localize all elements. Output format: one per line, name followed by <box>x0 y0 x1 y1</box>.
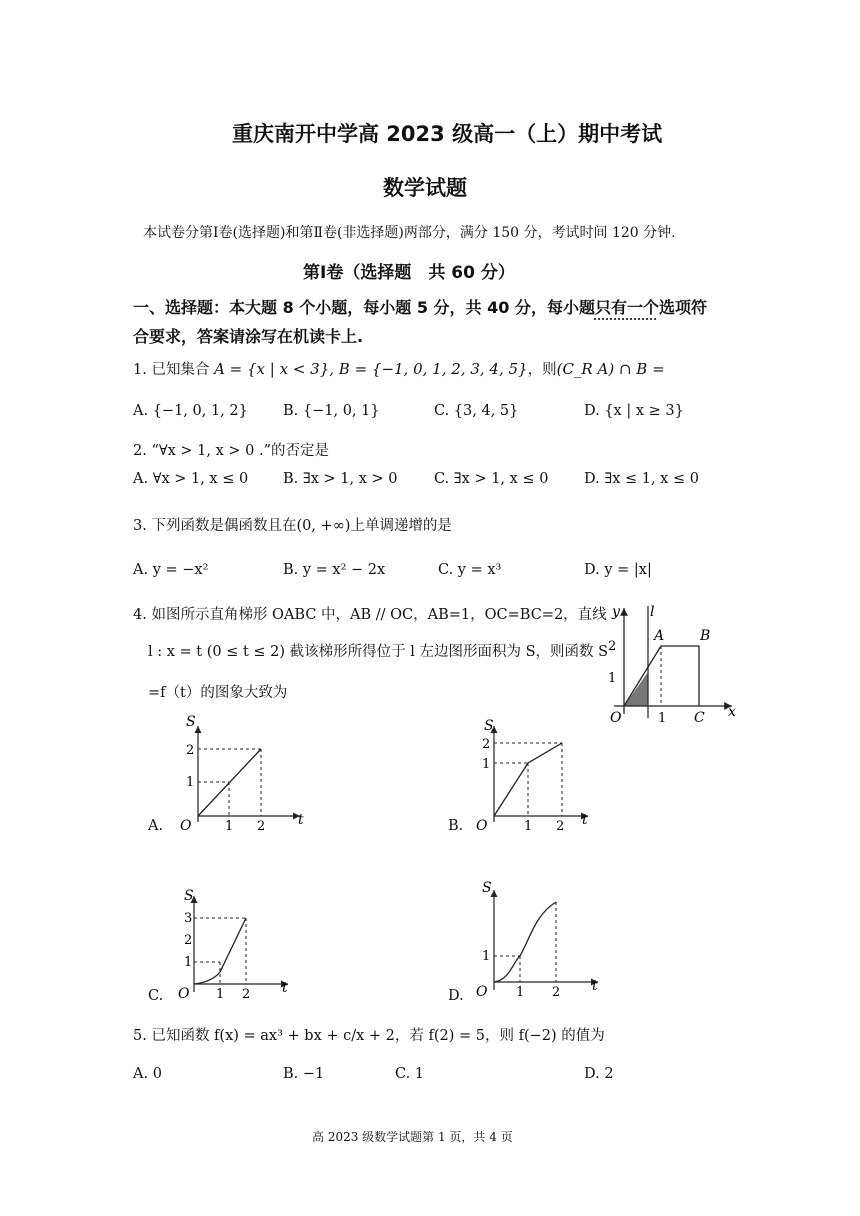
q5-option-d: D. 2 <box>584 1066 614 1082</box>
q2-option-d: D. ∃x ≤ 1, x ≤ 0 <box>584 471 699 487</box>
page-subtitle: 数学试题 <box>383 176 467 200</box>
q1-num: 1. <box>133 362 147 378</box>
q2-option-c: C. ∃x > 1, x ≤ 0 <box>434 471 549 487</box>
q4-num: 4. <box>133 607 147 623</box>
q4-option-c: C. <box>148 988 164 1004</box>
page-footer: 高 2023 级数学试题第 1 页，共 4 页 <box>312 1130 513 1144</box>
section-title: 第Ⅰ卷（选择题 共 60 分） <box>303 263 515 283</box>
q1-math2: (C_R A) ∩ B = <box>556 360 665 378</box>
svg-text:1: 1 <box>482 949 491 964</box>
graph-c <box>168 882 298 1000</box>
q1-option-a: A. {−1, 0, 1, 2} <box>133 403 248 419</box>
svg-text:2: 2 <box>556 819 565 832</box>
graph-a <box>172 712 312 832</box>
question-2 <box>133 439 329 460</box>
q5-option-a: A. 0 <box>133 1066 162 1082</box>
q2-stem: “∀x > 1, x > 0 .”的否定是 <box>151 443 330 459</box>
page-title: 重庆南开中学高 2023 级高一（上）期中考试 <box>232 122 663 146</box>
q1-option-d: D. {x | x ≥ 3} <box>584 403 684 419</box>
q3-num: 3. <box>133 518 147 534</box>
section-instruction <box>133 295 707 318</box>
label-O: O <box>610 710 622 724</box>
question-4 <box>133 603 607 624</box>
question-1 <box>133 358 665 379</box>
label-1: 1 <box>608 671 617 686</box>
svg-text:1: 1 <box>216 987 225 1000</box>
q5-option-b: B. −1 <box>283 1066 325 1082</box>
label-y: y <box>612 604 620 620</box>
svg-text:S: S <box>184 888 194 904</box>
label-C: C <box>694 710 705 724</box>
graph-d <box>470 878 610 998</box>
q4-option-b: B. <box>448 818 464 834</box>
svg-text:2: 2 <box>552 985 561 998</box>
svg-text:1: 1 <box>184 955 193 970</box>
q3-option-a: A. y = −x² <box>133 562 209 578</box>
svg-text:O: O <box>476 818 488 832</box>
svg-text:2: 2 <box>186 743 195 758</box>
graph-b <box>470 712 600 832</box>
svg-text:2: 2 <box>184 933 193 948</box>
instr-part-a: 一、选择题：本大题 8 个小题，每小题 5 分，共 40 分，每小题 <box>133 298 595 317</box>
q4-stem-line3: =f（t）的图象大致为 <box>148 685 288 701</box>
trapezoid-figure <box>604 602 744 724</box>
q3-option-b: B. y = x² − 2x <box>283 562 386 578</box>
svg-text:S: S <box>484 718 494 734</box>
q2-option-b: B. ∃x > 1, x > 0 <box>283 471 398 487</box>
svg-text:O: O <box>180 818 192 832</box>
q4-option-a: A. <box>148 818 164 834</box>
svg-text:2: 2 <box>482 737 491 752</box>
label-x: x <box>728 704 736 720</box>
q4-option-d: D. <box>448 988 464 1004</box>
label-2: 2 <box>608 639 617 654</box>
svg-text:1: 1 <box>516 985 525 998</box>
instr-part-b: 选项符 <box>658 298 707 317</box>
instr-emphasis: 只有一个 <box>594 298 659 317</box>
question-3 <box>133 514 452 535</box>
label-A: A <box>654 628 665 644</box>
q2-num: 2. <box>133 443 147 459</box>
svg-text:t: t <box>582 812 588 828</box>
label-l: l <box>650 604 655 620</box>
svg-text:t: t <box>298 812 304 828</box>
q1-math: A = {x | x < 3}, B = {−1, 0, 1, 2, 3, 4, 5} <box>214 360 528 378</box>
svg-text:O: O <box>476 984 488 998</box>
q1-option-b: B. {−1, 0, 1} <box>283 403 380 419</box>
svg-text:t: t <box>592 978 598 994</box>
label-B: B <box>700 628 711 644</box>
q3-option-c: C. y = x³ <box>438 562 502 578</box>
svg-text:O: O <box>178 986 190 1000</box>
q3-option-d: D. y = |x| <box>584 562 652 578</box>
exam-note: 本试卷分第Ⅰ卷(选择题)和第Ⅱ卷(非选择题)两部分，满分 150 分，考试时间 120 分钟. <box>143 225 676 241</box>
label-x1: 1 <box>658 711 667 724</box>
q1-option-c: C. {3, 4, 5} <box>434 403 519 419</box>
q4-stem-line2: l : x = t (0 ≤ t ≤ 2) 截该梯形所得位于 l 左边图形面积为 S，则函数 S <box>148 644 609 660</box>
svg-text:S: S <box>482 880 492 896</box>
svg-text:2: 2 <box>257 819 266 832</box>
q1-stem2: ，则 <box>527 362 557 378</box>
q5-stem: 已知函数 f(x) = ax³ + bx + c/x + 2，若 f(2) = 5，则 f(−2) 的值为 <box>151 1028 605 1044</box>
q3-stem: 下列函数是偶函数且在(0, +∞)上单调递增的是 <box>151 518 452 534</box>
svg-text:1: 1 <box>524 819 533 832</box>
q2-option-a: A. ∀x > 1, x ≤ 0 <box>133 471 249 487</box>
question-5 <box>133 1024 605 1045</box>
svg-text:1: 1 <box>225 819 234 832</box>
svg-text:2: 2 <box>242 987 251 1000</box>
svg-text:1: 1 <box>482 757 491 772</box>
section-instruction-line2: 合要求，答案请涂写在机读卡上. <box>133 327 364 346</box>
q5-num: 5. <box>133 1028 147 1044</box>
q1-stem: 已知集合 <box>151 362 210 378</box>
svg-text:3: 3 <box>184 911 193 926</box>
svg-text:S: S <box>186 714 196 730</box>
q4-stem-line1: 如图所示直角梯形 OABC 中，AB // OC，AB=1，OC=BC=2，直线 <box>151 607 607 623</box>
q5-option-c: C. 1 <box>395 1066 425 1082</box>
svg-text:t: t <box>282 980 288 996</box>
svg-text:1: 1 <box>186 775 195 790</box>
